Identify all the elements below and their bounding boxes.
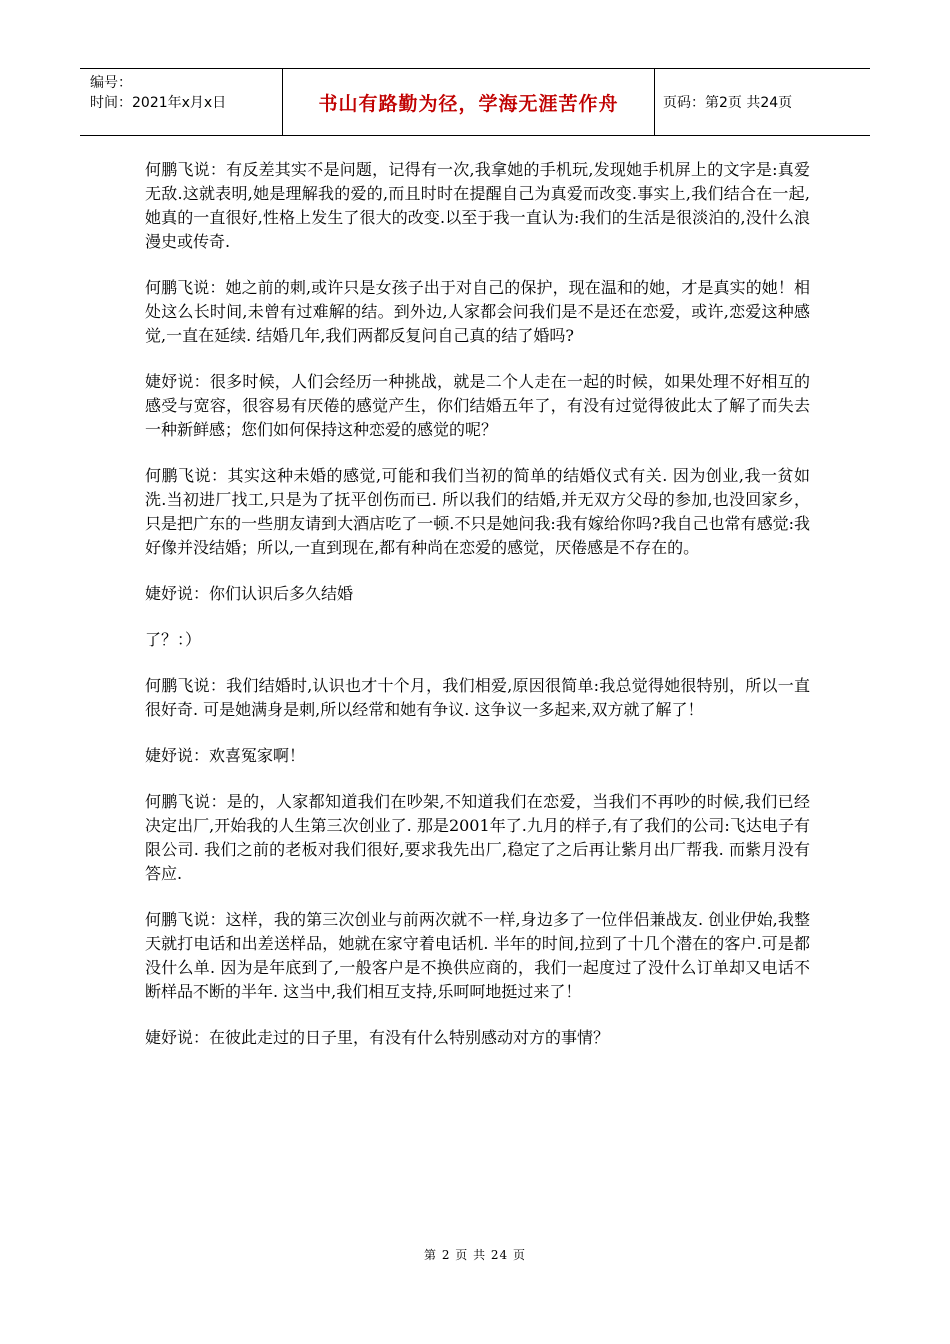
page-footer: 第 2 页 共 24 页	[424, 1248, 526, 1262]
paragraph: 婕妤说：欢喜冤家啊！	[145, 746, 306, 765]
paragraph: 何鹏飞说：有反差其实不是问题，记得有一次,我拿她的手机玩,发现她手机屏上的文字是:真爱无敌.这就表明,她是理解我的爱的,而且时时在提醒自己为真爱而改变.事实上,我们结合在一起,她真的一直很好,性格上发生了很大的改变.以至于我一直认为:我们的生活是很淡泊的,没什么浪漫史或传奇.	[145, 160, 810, 251]
paragraph: 何鹏飞说：我们结婚时,认识也才十个月，我们相爱,原因很简单:我总觉得她很特别，所以一直很好奇. 可是她满身是刺,所以经常和她有争议. 这争议一多起来,双方就了解了！	[145, 676, 810, 719]
page-info: 页码：第2页 共24页	[663, 95, 793, 111]
header-table	[80, 68, 870, 136]
document-body	[145, 158, 810, 1072]
paragraph: 了？：）	[145, 630, 202, 649]
paragraph: 何鹏飞说：这样，我的第三次创业与前两次就不一样,身边多了一位伴侣兼战友. 创业伊始,我整天就打电话和出差送样品，她就在家守着电话机. 半年的时间,拉到了十几个潜在的客户.可是都没什么单. 因为是年底到了,一般客户是不换供应商的，我们一起度过了没什么订单却又电话不断样品不断的半年. 这当中,我们相互支持,乐呵呵地挺过来了！	[145, 910, 810, 1001]
time-label: 时间：2021年x月x日	[90, 95, 227, 111]
header-page-cell	[655, 69, 870, 135]
paragraph: 何鹏飞说：其实这种未婚的感觉,可能和我们当初的简单的结婚仪式有关. 因为创业,我一贫如洗.当初进厂找工,只是为了抚平创伤而已. 所以我们的结婚,并无双方父母的参加,也没回家乡，只是把广东的一些朋友请到大酒店吃了一顿.不只是她问我:我有嫁给你吗?我自己也常有感觉:我好像并没结婚；所以,一直到现在,都有种尚在恋爱的感觉，厌倦感是不存在的。	[145, 466, 810, 557]
paragraph: 婕妤说：很多时候，人们会经历一种挑战，就是二个人走在一起的时候，如果处理不好相互的感受与宽容，很容易有厌倦的感觉产生，你们结婚五年了，有没有过觉得彼此太了解了而失去一种新鲜感；您们如何保持这种恋爱的感觉的呢？	[145, 372, 810, 439]
paragraph: 何鹏飞说：是的，人家都知道我们在吵架,不知道我们在恋爱，当我们不再吵的时候,我们已经决定出厂,开始我的人生第三次创业了. 那是2001年了.九月的样子,有了我们的公司:飞达电子有限公司. 我们之前的老板对我们很好,要求我先出厂,稳定了之后再让紫月出厂帮我. 而紫月没有答应.	[145, 792, 810, 883]
paragraph: 何鹏飞说：她之前的刺,或许只是女孩子出于对自己的保护，现在温和的她，才是真实的她！相处这么长时间,未曾有过难解的结。到外边,人家都会问我们是不是还在恋爱，或许,恋爱这种感觉,一直在延续. 结婚几年,我们两都反复问自己真的结了婚吗?	[145, 278, 810, 345]
header-meta-cell	[80, 69, 282, 135]
motto-text: 书山有路勤为径，学海无涯苦作舟	[318, 92, 619, 115]
paragraph: 婕妤说：在彼此走过的日子里，有没有什么特别感动对方的事情？	[145, 1028, 610, 1047]
paragraph: 婕妤说：你们认识后多久结婚	[145, 584, 354, 603]
header-motto-cell	[282, 69, 655, 135]
number-label: 编号：	[90, 75, 132, 91]
